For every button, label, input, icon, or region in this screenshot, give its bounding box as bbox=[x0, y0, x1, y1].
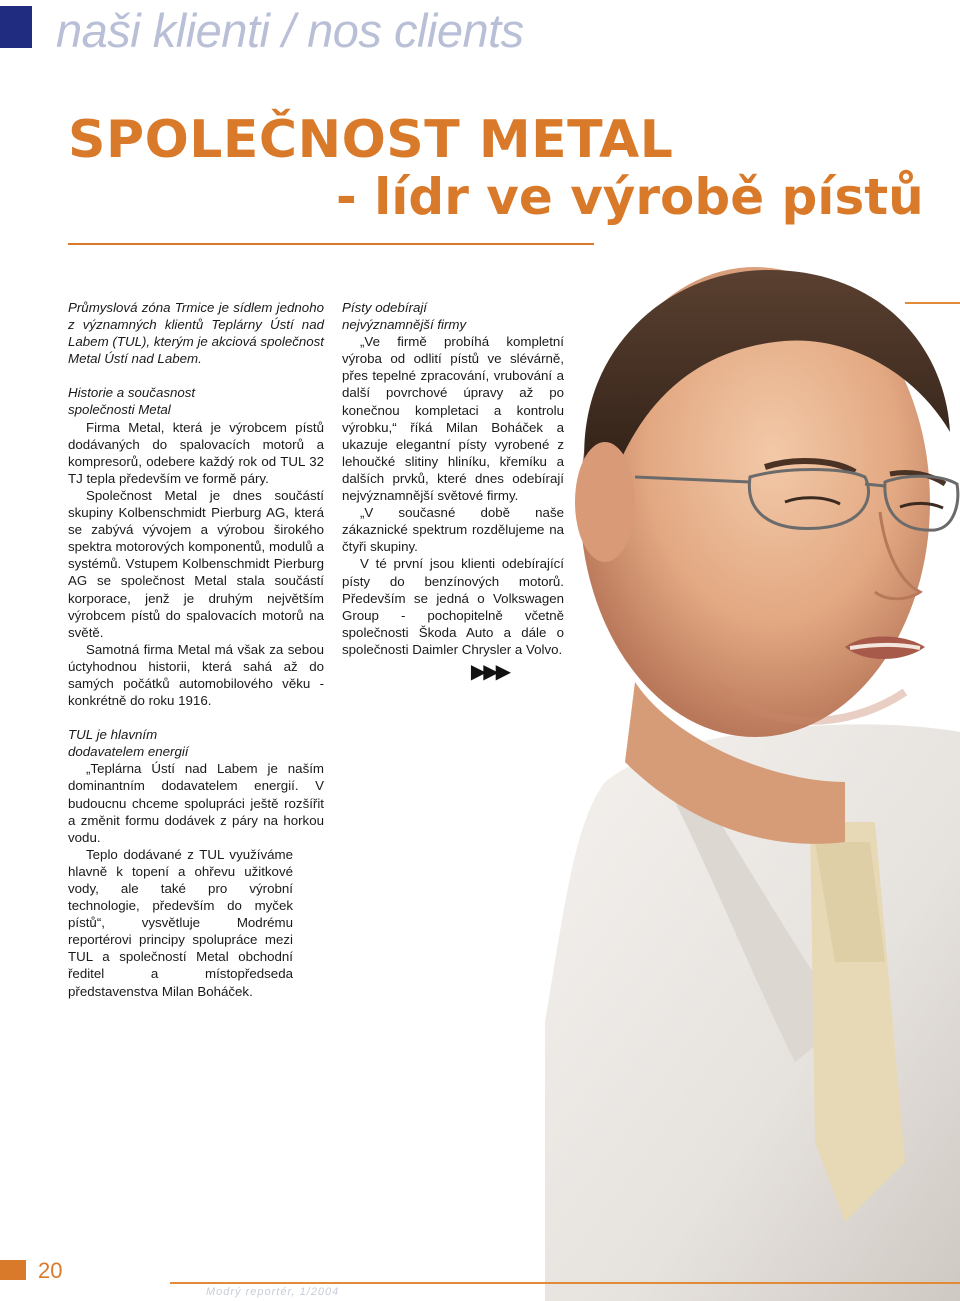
header-square bbox=[0, 6, 32, 48]
page-number: 20 bbox=[38, 1258, 63, 1283]
lead-paragraph: Průmyslová zóna Trmice je sídlem jednoho z významných klientů Teplárny Ústí nad Labem (TUL), kterým je akciová společnost Metal Ústí nad Labem. bbox=[68, 300, 324, 367]
headline-line-1: SPOLEČNOST METAL bbox=[68, 110, 674, 170]
middle-column bbox=[342, 299, 564, 681]
headline-line-2: - lídr ve výrobě pístů bbox=[336, 168, 924, 226]
paragraph: Firma Metal, která je výrobcem pístů dodávaných do spalovacích motorů a kompresorů, odebere každý rok od TUL 32 TJ tepla především ve formě páry. bbox=[68, 419, 324, 486]
top-right-rule bbox=[905, 302, 960, 304]
continue-arrows-icon: ▶▶▶ bbox=[470, 660, 508, 683]
footer-rule bbox=[170, 1282, 960, 1284]
left-column bbox=[68, 299, 324, 1000]
portrait-photo bbox=[545, 262, 960, 1301]
subheading-history-line2: společnosti Metal bbox=[68, 402, 171, 418]
paragraph: „V současné době naše zákaznické spektrum rozdělujeme na čtyři skupiny. bbox=[342, 505, 564, 555]
page-number-box bbox=[0, 1260, 26, 1280]
subheading-customers-line2: nejvýznamnější firmy bbox=[342, 317, 467, 333]
paragraph: Samotná firma Metal má však za sebou úctyhodnou historii, která sahá až do samých počátků automobilového věku - konkrétně do roku 1916. bbox=[68, 641, 324, 709]
subheading-energy-line1: TUL je hlavním bbox=[68, 727, 158, 743]
headline-rule bbox=[68, 243, 594, 245]
paragraph: V té první jsou klienti odebírající písty do benzínových motorů. Především se jedná o Volkswagen Group - pochopitelně včetně společnosti Škoda Auto a dále o společnosti Daimler Chrysler a Volvo. bbox=[342, 556, 564, 657]
subheading-energy-line2: dodavatelem energií bbox=[68, 744, 189, 760]
paragraph: Teplo dodávané z TUL využíváme hlavně k topení a ohřevu užitkové vody, ale také pro výrobní technologie, především do myček pístů“, vysvětluje Modrému reportérovi principy spolupráce mezi TUL a společností Metal obchodní ředitel a místopředseda představenstva Milan Boháček. bbox=[68, 846, 293, 999]
paragraph: „Teplárna Ústí nad Labem je naším dominantním dodavatelem energií. V budoucnu chceme spolupráci ještě rozšířit a změnit formu dodávek z páry na horkou vodu. bbox=[68, 761, 324, 845]
paragraph: „Ve firmě probíhá kompletní výroba od odlití pístů ve slévárně, přes tepelné zpracování, vrubování a další povrchové úpravy až po konečnou kompletaci a kontrolu výrobku,“ říká Milan Boháček a ukazuje elegantní písty vyrobené z lehoučké slitiny hliníku, křemíku a dalších prvků, které dnes odebírají nejvýznamnější světové firmy. bbox=[342, 334, 564, 504]
subheading-history-line1: Historie a současnost bbox=[68, 385, 196, 401]
subheading-customers-line1: Písty odebírají bbox=[342, 300, 427, 315]
paragraph: Společnost Metal je dnes součástí skupiny Kolbenschmidt Pierburg AG, která se zabývá vývojem a výrobou širokého spektra motorových komponentů, modulů a systémů. Vstupem Kolbenschmidt Pierburg AG se společnost Metal stala součástí korporace, jenž je druhým největším výrobcem pístů do spalovacích motorů na světě. bbox=[68, 487, 324, 640]
publication-name: Modrý reportér, 1/2004 bbox=[206, 1286, 340, 1298]
section-title: naši klienti / nos clients bbox=[56, 4, 524, 57]
